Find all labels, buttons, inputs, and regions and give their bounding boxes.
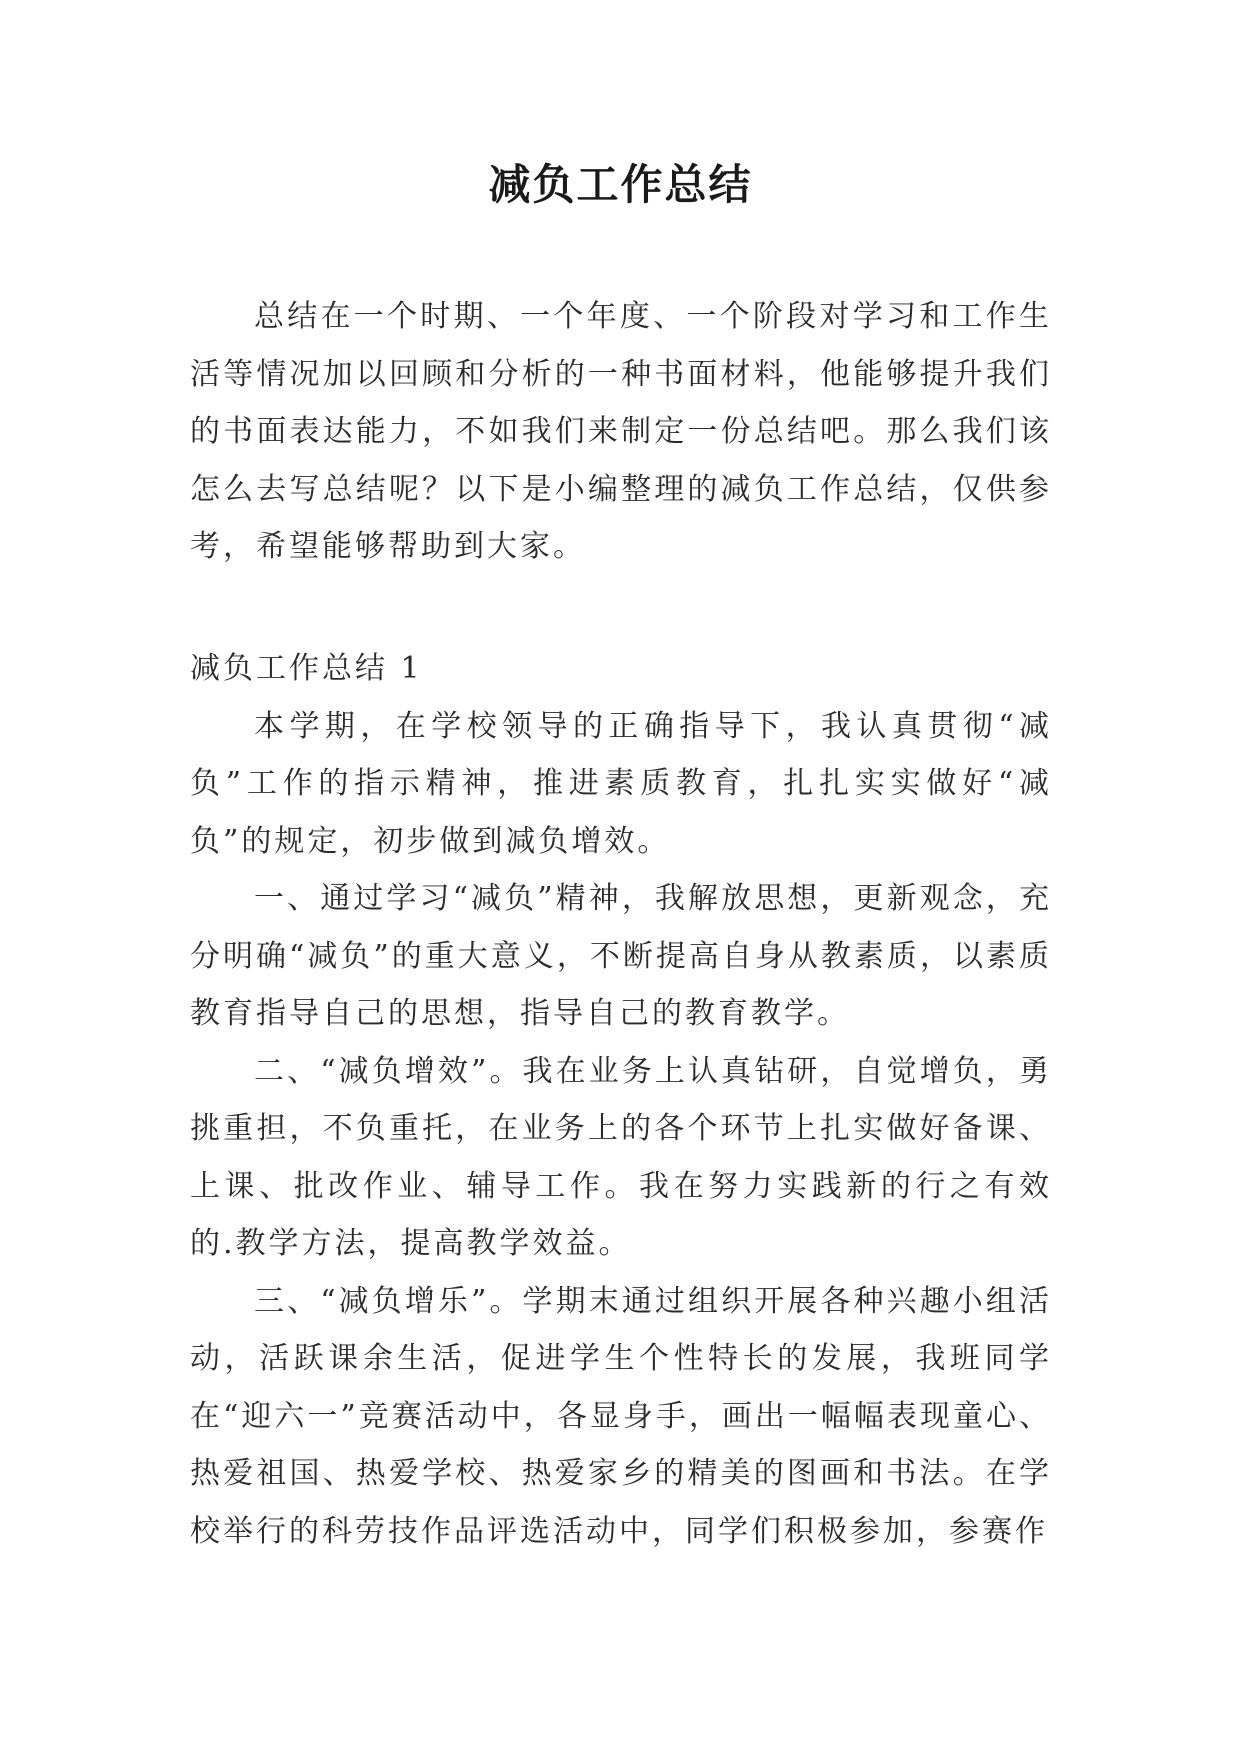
section-paragraph: 一、通过学习“减负”精神，我解放思想，更新观念，充分明确“减负”的重大意义，不断提高自身从教素质，以素质教育指导自己的思想，指导自己的教育教学。 (190, 881, 1052, 1031)
intro-block (190, 288, 1052, 576)
document-title: 减负工作总结 (488, 160, 753, 209)
section-paragraph: 本学期，在学校领导的正确指导下，我认真贯彻“减负”工作的指示精神，推进素质教育，扎扎实实做好“减负”的规定，初步做到减负增效。 (190, 708, 1052, 859)
section-heading: 减负工作总结 1 (190, 651, 423, 686)
section-paragraph: 三、“减负增乐”。学期末通过组织开展各种兴趣小组活动，活跃课余生活，促进学生个性特长的发展，我班同学在“迎六一”竞赛活动中，各显身手，画出一幅幅表现童心、热爱祖国、热爱学校、热爱家乡的精美的图画和书法。在学校举行的科劳技作品评选活动中，同学们积极参加，参赛作 (190, 1283, 1052, 1549)
intro-paragraph: 总结在一个时期、一个年度、一个阶段对学习和工作生活等情况加以回顾和分析的一种书面材料，他能够提升我们的书面表达能力，不如我们来制定一份总结吧。那么我们该怎么去写总结呢？以下是小编整理的减负工作总结，仅供参考，希望能够帮助到大家。 (190, 299, 1052, 564)
section-1 (190, 640, 1052, 1560)
section-paragraph: 二、“减负增效”。我在业务上认真钻研，自觉增负，勇挑重担，不负重托，在业务上的各个环节上扎实做好备课、上课、批改作业、辅导工作。我在努力实践新的行之有效的.教学方法，提高教学效益。 (190, 1053, 1052, 1261)
